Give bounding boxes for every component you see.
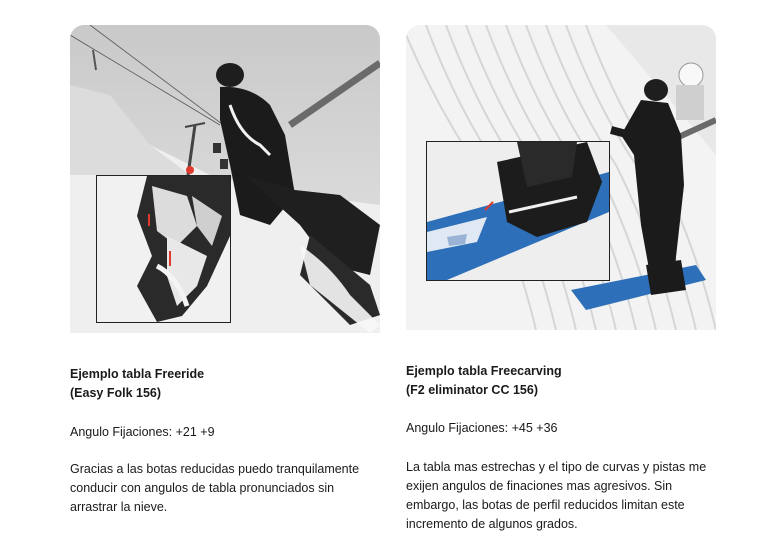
card-title-line-1: Ejemplo tabla Freecarving	[406, 364, 562, 378]
card-title	[406, 362, 716, 400]
card-description	[70, 460, 380, 517]
binding-angle: Angulo Fijaciones: +45 +36	[406, 421, 558, 435]
desc-line: conducir con angulos de tabla pronunciados sin	[70, 481, 335, 495]
card-title-line-1: Ejemplo tabla Freeride	[70, 367, 205, 381]
card-title-line-2: (F2 eliminator CC 156)	[406, 383, 538, 397]
desc-line: embargo, las botas de perfil reducidos limitan este	[406, 498, 685, 512]
snowboarder-photo	[406, 25, 716, 330]
card-description	[406, 458, 726, 534]
desc-line: exijen angulos de finaciones mas agresivos. Sin	[406, 479, 673, 493]
binding-closeup-photo	[426, 141, 610, 281]
card-title-line-2: (Easy Folk 156)	[70, 386, 162, 400]
snowboarder-photo	[70, 25, 380, 333]
desc-line: Gracias a las botas reducidas puedo tranquilamente	[70, 462, 360, 476]
binding-angle: Angulo Fijaciones: +21 +9	[70, 425, 215, 439]
binding-closeup-photo	[96, 175, 231, 323]
card-title	[70, 365, 380, 403]
card-freeride	[70, 25, 380, 514]
card-freecarving	[406, 25, 716, 531]
desc-line: incremento de algunos grados.	[406, 517, 578, 531]
desc-line: arrastrar la nieve.	[70, 500, 168, 514]
desc-line: La tabla mas estrechas y el tipo de curvas y pistas me	[406, 460, 707, 474]
